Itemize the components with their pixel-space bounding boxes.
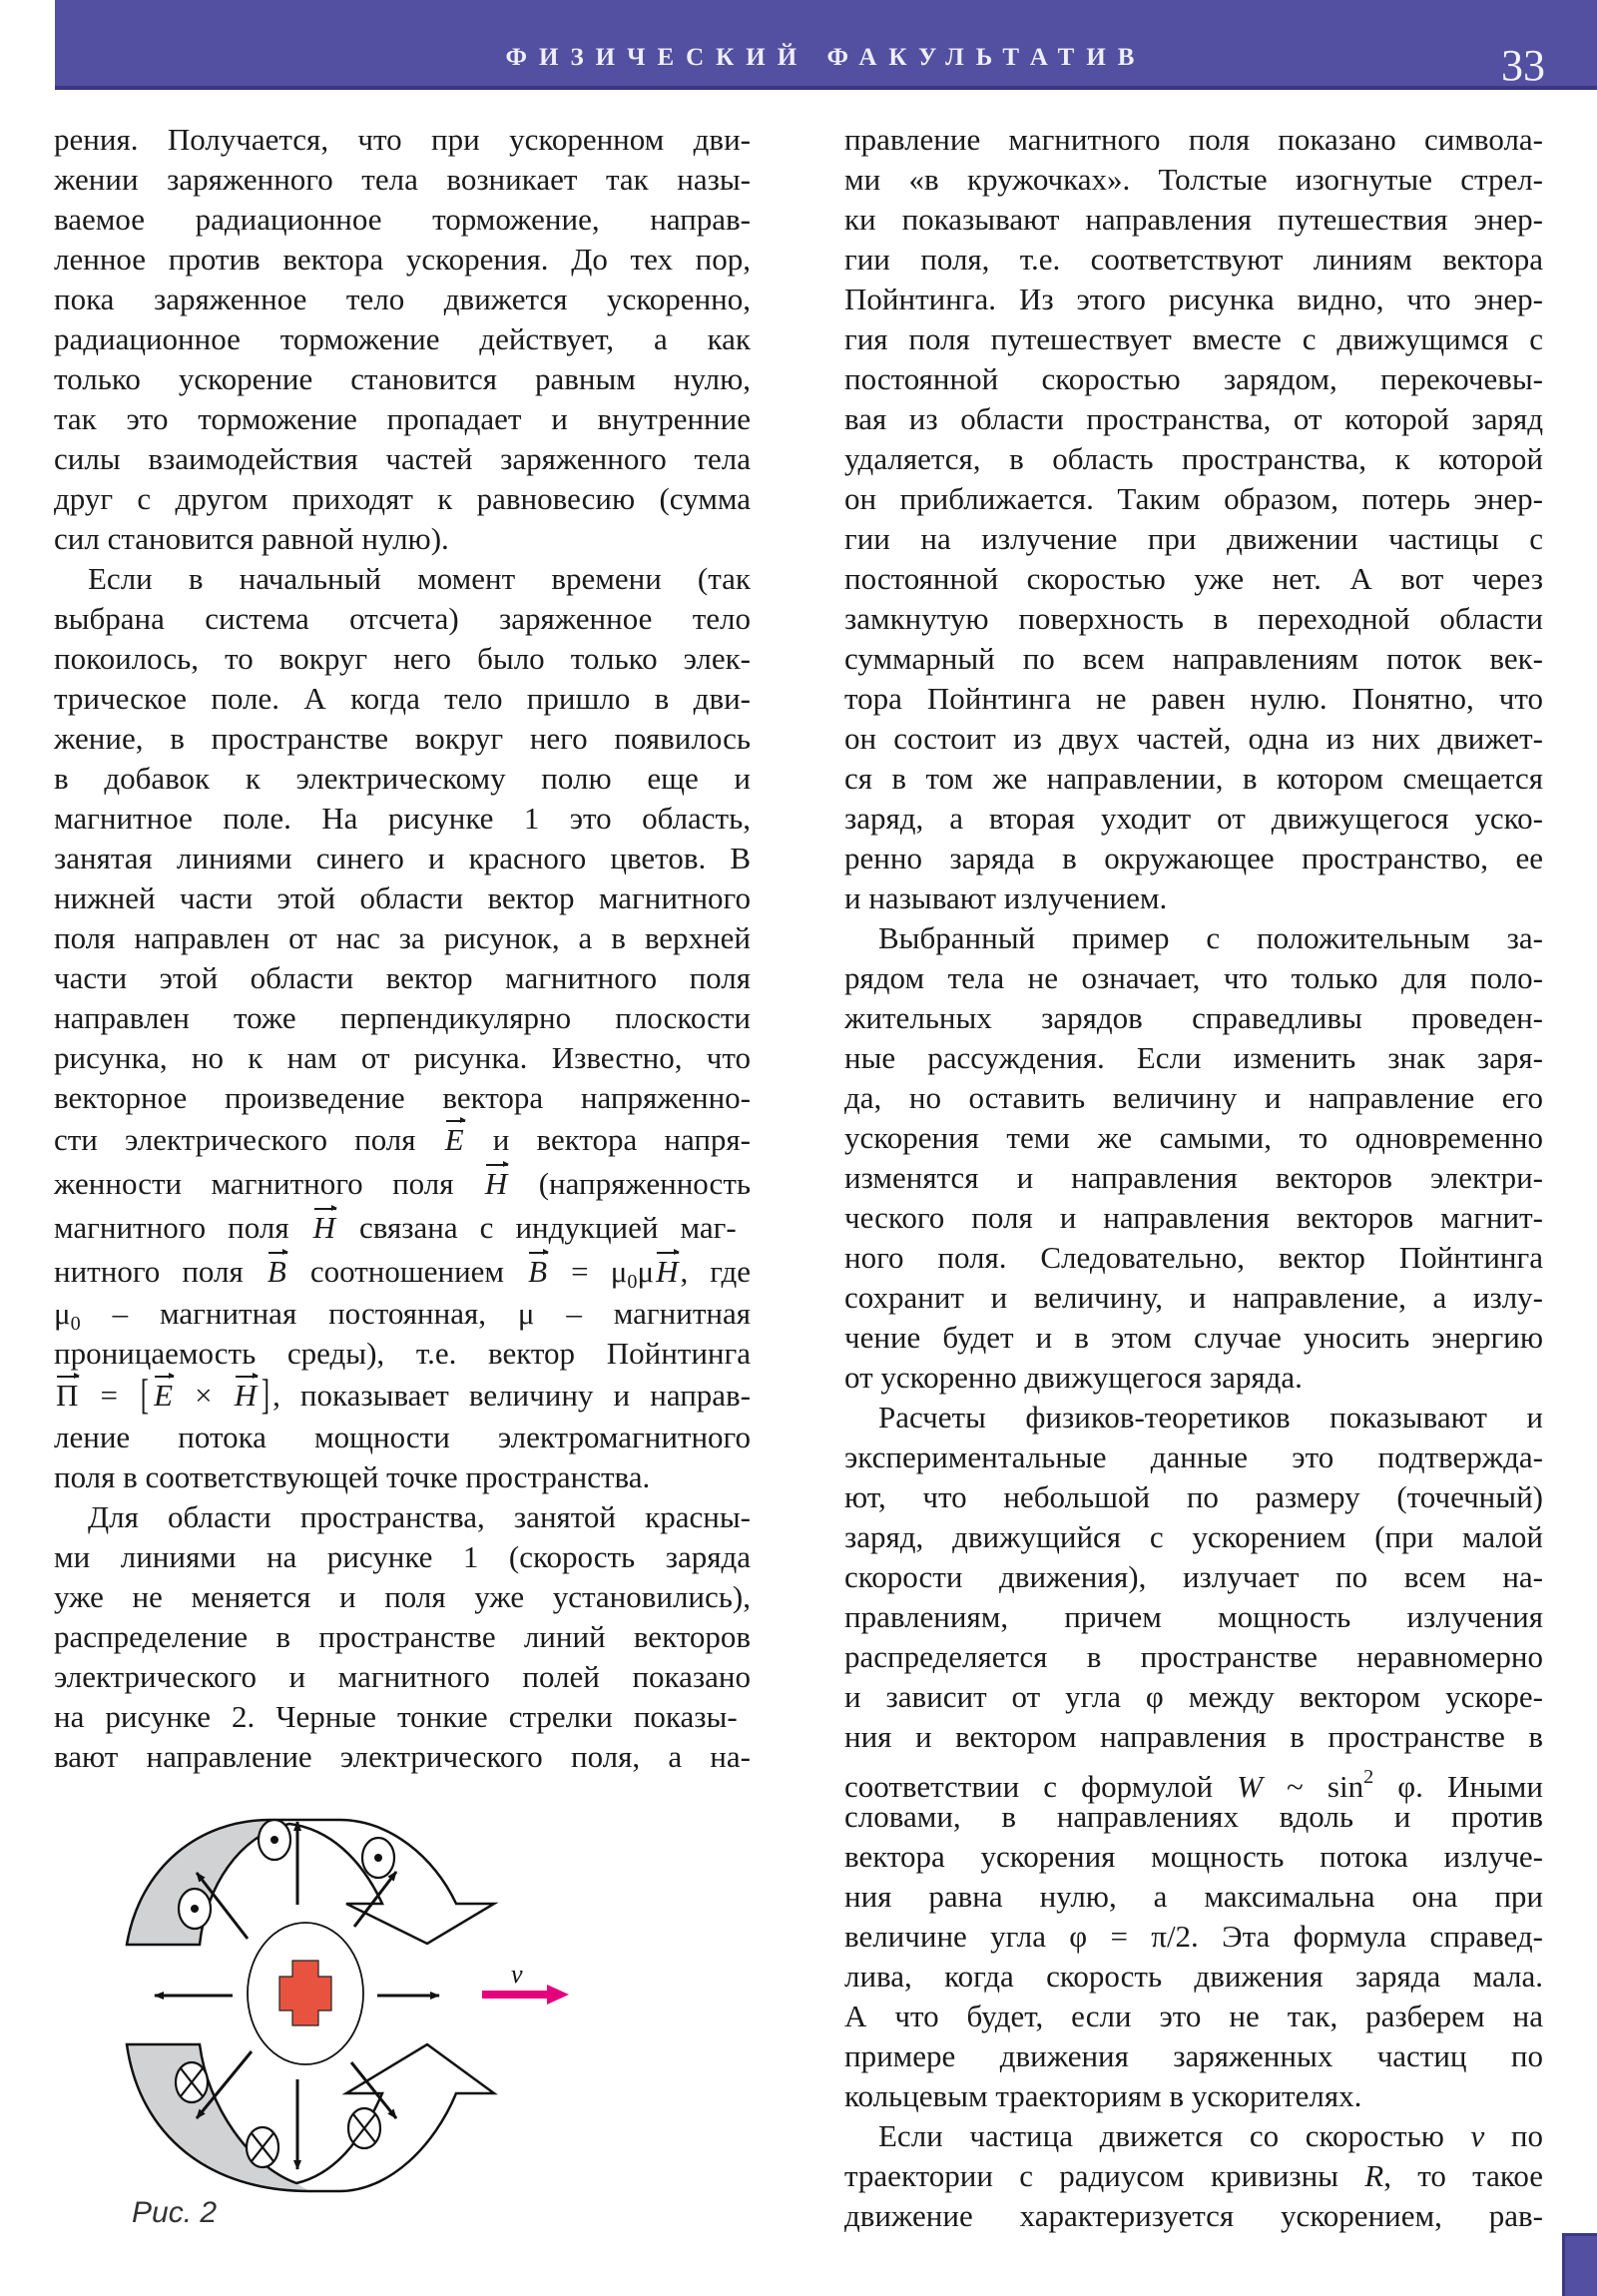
- text-line-content: соответствии с формулой W ~ $\sin^2 \varphi$. Иными: [844, 1766, 1544, 1805]
- text-line: [54, 1697, 751, 1737]
- text-line-content: и зависит от угла φ между вектором ускоре-: [844, 1679, 1543, 1714]
- text-line-content: ния равна нулю, а максимальна она при: [844, 1879, 1543, 1914]
- vector-symbol: E: [443, 1118, 466, 1162]
- text-line: [54, 1206, 751, 1250]
- text-line: [844, 1757, 1544, 1805]
- italic-symbol: v: [1470, 2118, 1485, 2153]
- bracket: ]: [261, 1373, 270, 1420]
- text-line: [844, 958, 1543, 998]
- text-line-content: сохранит и величину, и направление, а излу-: [844, 1280, 1543, 1315]
- text-line: [844, 839, 1543, 878]
- text-line-content: А что будет, если это не так, разберем на: [844, 1999, 1543, 2033]
- text-line: [54, 1577, 751, 1617]
- text-line-content: гии поля, т.е. соответствуют линиям вектора: [844, 242, 1543, 277]
- text-line: [844, 319, 1543, 359]
- vector-symbol: H: [311, 1206, 337, 1250]
- text-line-content: правлениям, причем мощность излучения: [844, 1599, 1543, 1634]
- text-line-content: ного поля. Следовательно, вектор Пойнтинга: [844, 1240, 1543, 1275]
- text-line: [54, 759, 751, 799]
- text-line: [54, 359, 751, 399]
- text-line: [844, 1797, 1543, 1837]
- text-line: [844, 799, 1543, 839]
- text-line: [54, 1657, 751, 1697]
- text-line-content: только ускорение становится равным нулю,: [54, 361, 751, 396]
- text-line: [54, 1334, 751, 1374]
- journal-section-title: ФИЗИЧЕСКИЙ ФАКУЛЬТАТИВ: [505, 44, 1147, 71]
- bracket: [: [140, 1373, 150, 1420]
- text-line-content: жительных зарядов справедливы проведен-: [844, 1000, 1543, 1035]
- text-line: [844, 639, 1543, 679]
- text-line: [844, 160, 1543, 200]
- text-line-content: ся в том же направлении, в котором смещается: [844, 761, 1543, 796]
- text-line-content: уже не меняется и поля уже установились),: [54, 1579, 751, 1614]
- text-line-content: выбрана система отсчета) заряженное тело: [54, 601, 751, 636]
- text-line-content: нитного поля B соотношением $B = \mu_0\mu H$, где: [54, 1250, 751, 1304]
- text-line: [54, 439, 751, 479]
- figure-2-diagram: [100, 1777, 739, 2216]
- text-line-content: жении заряженного тела возникает так назы-: [54, 162, 751, 197]
- text-line: [844, 1398, 1543, 1437]
- text-line: [54, 120, 751, 160]
- text-line: [54, 240, 751, 280]
- text-line-content: да, но оставить величину и направление его: [844, 1080, 1543, 1115]
- text-line: [54, 1737, 751, 1777]
- text-line: [844, 359, 1543, 399]
- text-line-content: трическое поле. А когда тело пришло в дви-: [54, 681, 751, 716]
- text-line-content: векторное произведение вектора напряженно-: [54, 1080, 751, 1115]
- vector-symbol: B: [266, 1250, 288, 1294]
- text-line-content: удаляется, в область пространства, к которой: [844, 441, 1543, 476]
- text-line-content: ми линиями на рисунке 1 (скорость заряда: [54, 1539, 751, 1574]
- text-line-content: ускорения теми же самыми, то одновременно: [844, 1120, 1543, 1155]
- text-line: [54, 878, 751, 918]
- text-line: [54, 280, 751, 319]
- vector-symbol: H: [233, 1374, 259, 1418]
- text-line-content: замкнутую поверхность в переходной области: [844, 601, 1543, 636]
- text-line-content: Выбранный пример с положительным за-: [878, 920, 1543, 955]
- text-line-content: поля направлен от нас за рисунок, а в верхней: [54, 920, 751, 955]
- text-line: [844, 1198, 1543, 1238]
- text-line: [54, 399, 751, 439]
- text-line-content: $\mu_0$ – магнитная постоянная, μ – магнитная: [54, 1296, 751, 1336]
- text-line-content: ют, что небольшой по размеру (точечный): [844, 1479, 1543, 1514]
- text-line: [54, 1162, 751, 1206]
- text-line: [54, 200, 751, 240]
- text-line: [844, 1917, 1543, 1957]
- text-line-content: Пойнтинга. Из этого рисунка видно, что энер-: [844, 282, 1543, 316]
- text-line: [844, 2036, 1543, 2076]
- running-header: [55, 0, 1597, 90]
- text-line-content: заряд, движущийся с ускорением (при малой: [844, 1519, 1543, 1554]
- text-line: [54, 639, 751, 679]
- text-line: [844, 1318, 1543, 1358]
- text-line: [844, 1877, 1543, 1917]
- text-line-content: магнитного поля H связана с индукцией маг-: [54, 1206, 737, 1250]
- page-number: 33: [1501, 41, 1545, 90]
- text-line: [54, 1418, 751, 1457]
- text-line: [54, 1038, 751, 1078]
- text-line-content: ми «в кружочках». Толстые изогнутые стрел-: [844, 162, 1543, 197]
- text-line-content: распределение в пространстве линий векторов: [54, 1619, 751, 1654]
- text-line-content: женности магнитного поля H (напряженность: [54, 1162, 751, 1206]
- text-line: [54, 1497, 751, 1537]
- text-line-content: экспериментальные данные это подтвержда-: [844, 1439, 1543, 1474]
- subscript: 0: [627, 1271, 638, 1294]
- page-corner-tab: [1562, 2233, 1597, 2296]
- text-line: [844, 1278, 1543, 1318]
- text-line: [54, 839, 751, 878]
- text-line-content: ния и вектором направления в пространстве в: [844, 1719, 1543, 1754]
- text-line-content: постоянной скоростью зарядом, перекочевы-: [844, 361, 1543, 396]
- text-line: [54, 1078, 751, 1118]
- text-line: [844, 280, 1543, 319]
- text-line: [54, 998, 751, 1038]
- text-line-content: нижней части этой области вектор магнитного: [54, 880, 751, 915]
- text-line: [54, 1617, 751, 1657]
- text-line-content: Π = [ E × H ], показывает величину и направ-: [56, 1373, 751, 1420]
- velocity-label: v: [511, 1960, 523, 1989]
- text-line: [54, 958, 751, 998]
- text-line: [54, 599, 751, 639]
- text-line-content: от ускоренно движущегося заряда.: [844, 1360, 1303, 1395]
- vector-symbol: H: [654, 1250, 680, 1294]
- text-line-content: вектора ускорения мощность потока излуче-: [844, 1839, 1543, 1874]
- text-line: [844, 918, 1543, 958]
- text-line: [54, 319, 751, 359]
- text-line: [54, 1374, 751, 1418]
- text-line-content: направлен тоже перпендикулярно плоскости: [54, 1000, 751, 1035]
- text-line: [844, 1677, 1543, 1717]
- text-line: [844, 1437, 1543, 1477]
- text-line: [54, 479, 751, 519]
- text-line-content: так это торможение пропадает и внутренние: [54, 401, 751, 436]
- text-line-content: примере движения заряженных частиц по: [844, 2038, 1543, 2073]
- text-line-content: Расчеты физиков-теоретиков показывают и: [878, 1400, 1543, 1435]
- text-line-content: покоилось, то вокруг него было только элек-: [54, 641, 751, 676]
- text-line: [54, 160, 751, 200]
- text-line: [844, 878, 1543, 918]
- text-line: [844, 2156, 1543, 2196]
- text-line-content: проницаемость среды), т.е. вектор Пойнтинга: [54, 1336, 751, 1371]
- text-line: [844, 1837, 1543, 1877]
- text-line: [844, 1158, 1543, 1198]
- text-line-content: в добавок к электрическому полю еще и: [54, 761, 751, 796]
- text-line: [54, 1294, 751, 1334]
- text-line-content: постоянной скоростью уже нет. А вот через: [844, 561, 1543, 596]
- text-line-content: распределяется в пространстве неравномерно: [844, 1639, 1543, 1674]
- text-line-content: занятая линиями синего и красного цветов. В: [54, 841, 751, 875]
- text-line: [844, 2116, 1543, 2156]
- text-line-content: правление магнитного поля показано символа-: [844, 122, 1543, 157]
- text-line: [844, 1118, 1543, 1158]
- text-line: [844, 519, 1543, 559]
- text-line-content: чение будет и в этом случае уносить энергию: [844, 1320, 1543, 1355]
- text-line: [54, 719, 751, 759]
- text-line-content: он приближается. Таким образом, потерь энер-: [844, 481, 1543, 516]
- text-line-content: пока заряженное тело движется ускоренно,: [54, 282, 751, 316]
- text-line: [54, 1118, 751, 1162]
- text-line: [54, 918, 751, 958]
- text-line-content: рения. Получается, что при ускоренном дви-: [54, 122, 751, 157]
- text-line-content: магнитное поле. На рисунке 1 это область,: [54, 801, 751, 836]
- vector-symbol: H: [483, 1162, 509, 1206]
- text-line: [844, 1717, 1543, 1757]
- vector-symbol: B: [526, 1250, 549, 1294]
- vector-symbol: Π: [54, 1374, 80, 1418]
- text-line-content: изменятся и направления векторов электри-: [844, 1160, 1543, 1195]
- text-line: [844, 1997, 1543, 2036]
- text-line-content: гии на излучение при движении частицы с: [844, 521, 1543, 556]
- text-line-content: величине угла φ = π/2. Эта формула справед-: [844, 1919, 1543, 1954]
- velocity-arrow: [482, 1985, 569, 2005]
- text-line: [844, 759, 1543, 799]
- text-line-content: заряд, а вторая уходит от движущегося уско-: [844, 801, 1543, 836]
- text-line: [844, 599, 1543, 639]
- text-line-content: тора Пойнтинга не равен нулю. Понятно, что: [844, 681, 1543, 716]
- text-line-content: ки показывают направления путешествия энер-: [844, 202, 1543, 237]
- text-line-content: лива, когда скорость движения заряда мала.: [844, 1959, 1543, 1994]
- text-line: [844, 439, 1543, 479]
- text-line: [844, 2196, 1543, 2236]
- text-line-content: электрического и магнитного полей показано: [54, 1659, 751, 1694]
- text-line: [54, 1250, 751, 1294]
- text-line-content: силы взаимодействия частей заряженного тела: [54, 441, 751, 476]
- text-line: [844, 399, 1543, 439]
- text-line: [844, 719, 1543, 759]
- text-line: [844, 1358, 1543, 1398]
- text-line-content: ческого поля и направления векторов магнит-: [844, 1200, 1543, 1235]
- text-line-content: Если в начальный момент времени (так: [88, 561, 751, 596]
- figure-caption: Рис. 2: [132, 2196, 218, 2229]
- text-line-content: друг с другом приходят к равновесию (сумма: [54, 481, 751, 516]
- text-line: [844, 1038, 1543, 1078]
- text-line-content: рисунка, но к нам от рисунка. Известно, что: [54, 1040, 751, 1075]
- text-line-content: траектории с радиусом кривизны R, то такое: [844, 2158, 1543, 2193]
- text-line: [844, 1597, 1543, 1637]
- text-line-content: сти электрического поля E и вектора напря-: [54, 1118, 751, 1162]
- text-line-content: Если частица движется со скоростью v по: [878, 2118, 1544, 2153]
- text-line-content: Для области пространства, занятой красны-: [88, 1499, 751, 1534]
- text-line-content: поля в соответствующей точке пространства.: [54, 1459, 651, 1494]
- text-line-content: вают направление электрического поля, а на-: [54, 1739, 751, 1774]
- text-line-content: и называют излучением.: [844, 880, 1168, 915]
- text-line: [54, 559, 751, 599]
- text-line-content: ные рассуждения. Если изменить знак заря-: [844, 1040, 1543, 1075]
- text-line: [54, 519, 751, 559]
- text-line-content: ленное против вектора ускорения. До тех пор,: [54, 242, 751, 277]
- text-line: [54, 1537, 751, 1577]
- text-line: [844, 1238, 1543, 1278]
- text-line: [844, 200, 1543, 240]
- text-line: [844, 1477, 1543, 1517]
- text-line-content: ваемое радиационное торможение, направ-: [54, 202, 751, 237]
- text-line: [844, 679, 1543, 719]
- text-line-content: рядом тела не означает, что только для поло-: [844, 960, 1543, 995]
- left-text-column: [54, 120, 751, 1777]
- text-line-content: на рисунке 2. Черные тонкие стрелки показы-: [54, 1699, 738, 1734]
- text-line: [54, 799, 751, 839]
- text-line: [844, 1078, 1543, 1118]
- italic-symbol: R: [1364, 2158, 1384, 2193]
- italic-symbol: W: [1237, 1769, 1263, 1805]
- text-line-content: радиационное торможение действует, а как: [54, 321, 751, 356]
- text-line: [844, 120, 1543, 160]
- text-line-content: словами, в направлениях вдоль и против: [844, 1799, 1543, 1834]
- text-line-content: кольцевым траекториям в ускорителях.: [844, 2078, 1362, 2113]
- text-line-content: суммарный по всем направлениям поток век-: [844, 641, 1543, 676]
- text-line: [844, 1557, 1543, 1597]
- text-line-content: жение, в пространстве вокруг него появилось: [54, 721, 751, 756]
- text-line-content: части этой области вектор магнитного поля: [54, 960, 751, 995]
- text-line: [844, 240, 1543, 280]
- text-line: [54, 1457, 751, 1497]
- text-line-content: ление потока мощности электромагнитного: [54, 1420, 751, 1454]
- text-line: [54, 679, 751, 719]
- text-line: [844, 559, 1543, 599]
- text-line-content: гия поля путешествует вместе с движущимся с: [844, 321, 1543, 356]
- right-text-column: [844, 120, 1543, 2236]
- subscript: 0: [70, 1313, 81, 1336]
- text-line: [844, 998, 1543, 1038]
- text-line: [844, 1517, 1543, 1557]
- text-line-content: ренно заряда в окружающее пространство, ее: [844, 841, 1543, 875]
- text-line-content: скорости движения), излучает по всем на-: [844, 1559, 1543, 1594]
- text-line: [844, 2076, 1543, 2116]
- text-line-content: движение характеризуется ускорением, рав-: [844, 2198, 1543, 2233]
- text-line-content: вая из области пространства, от которой заряд: [844, 401, 1543, 436]
- text-line: [844, 1637, 1543, 1677]
- vector-symbol: E: [152, 1374, 175, 1418]
- text-line-content: сил становится равной нулю).: [54, 521, 449, 556]
- superscript: 2: [1363, 1766, 1374, 1788]
- text-line: [844, 479, 1543, 519]
- text-line-content: он состоит из двух частей, одна из них движет-: [844, 721, 1543, 756]
- text-line: [844, 1957, 1543, 1997]
